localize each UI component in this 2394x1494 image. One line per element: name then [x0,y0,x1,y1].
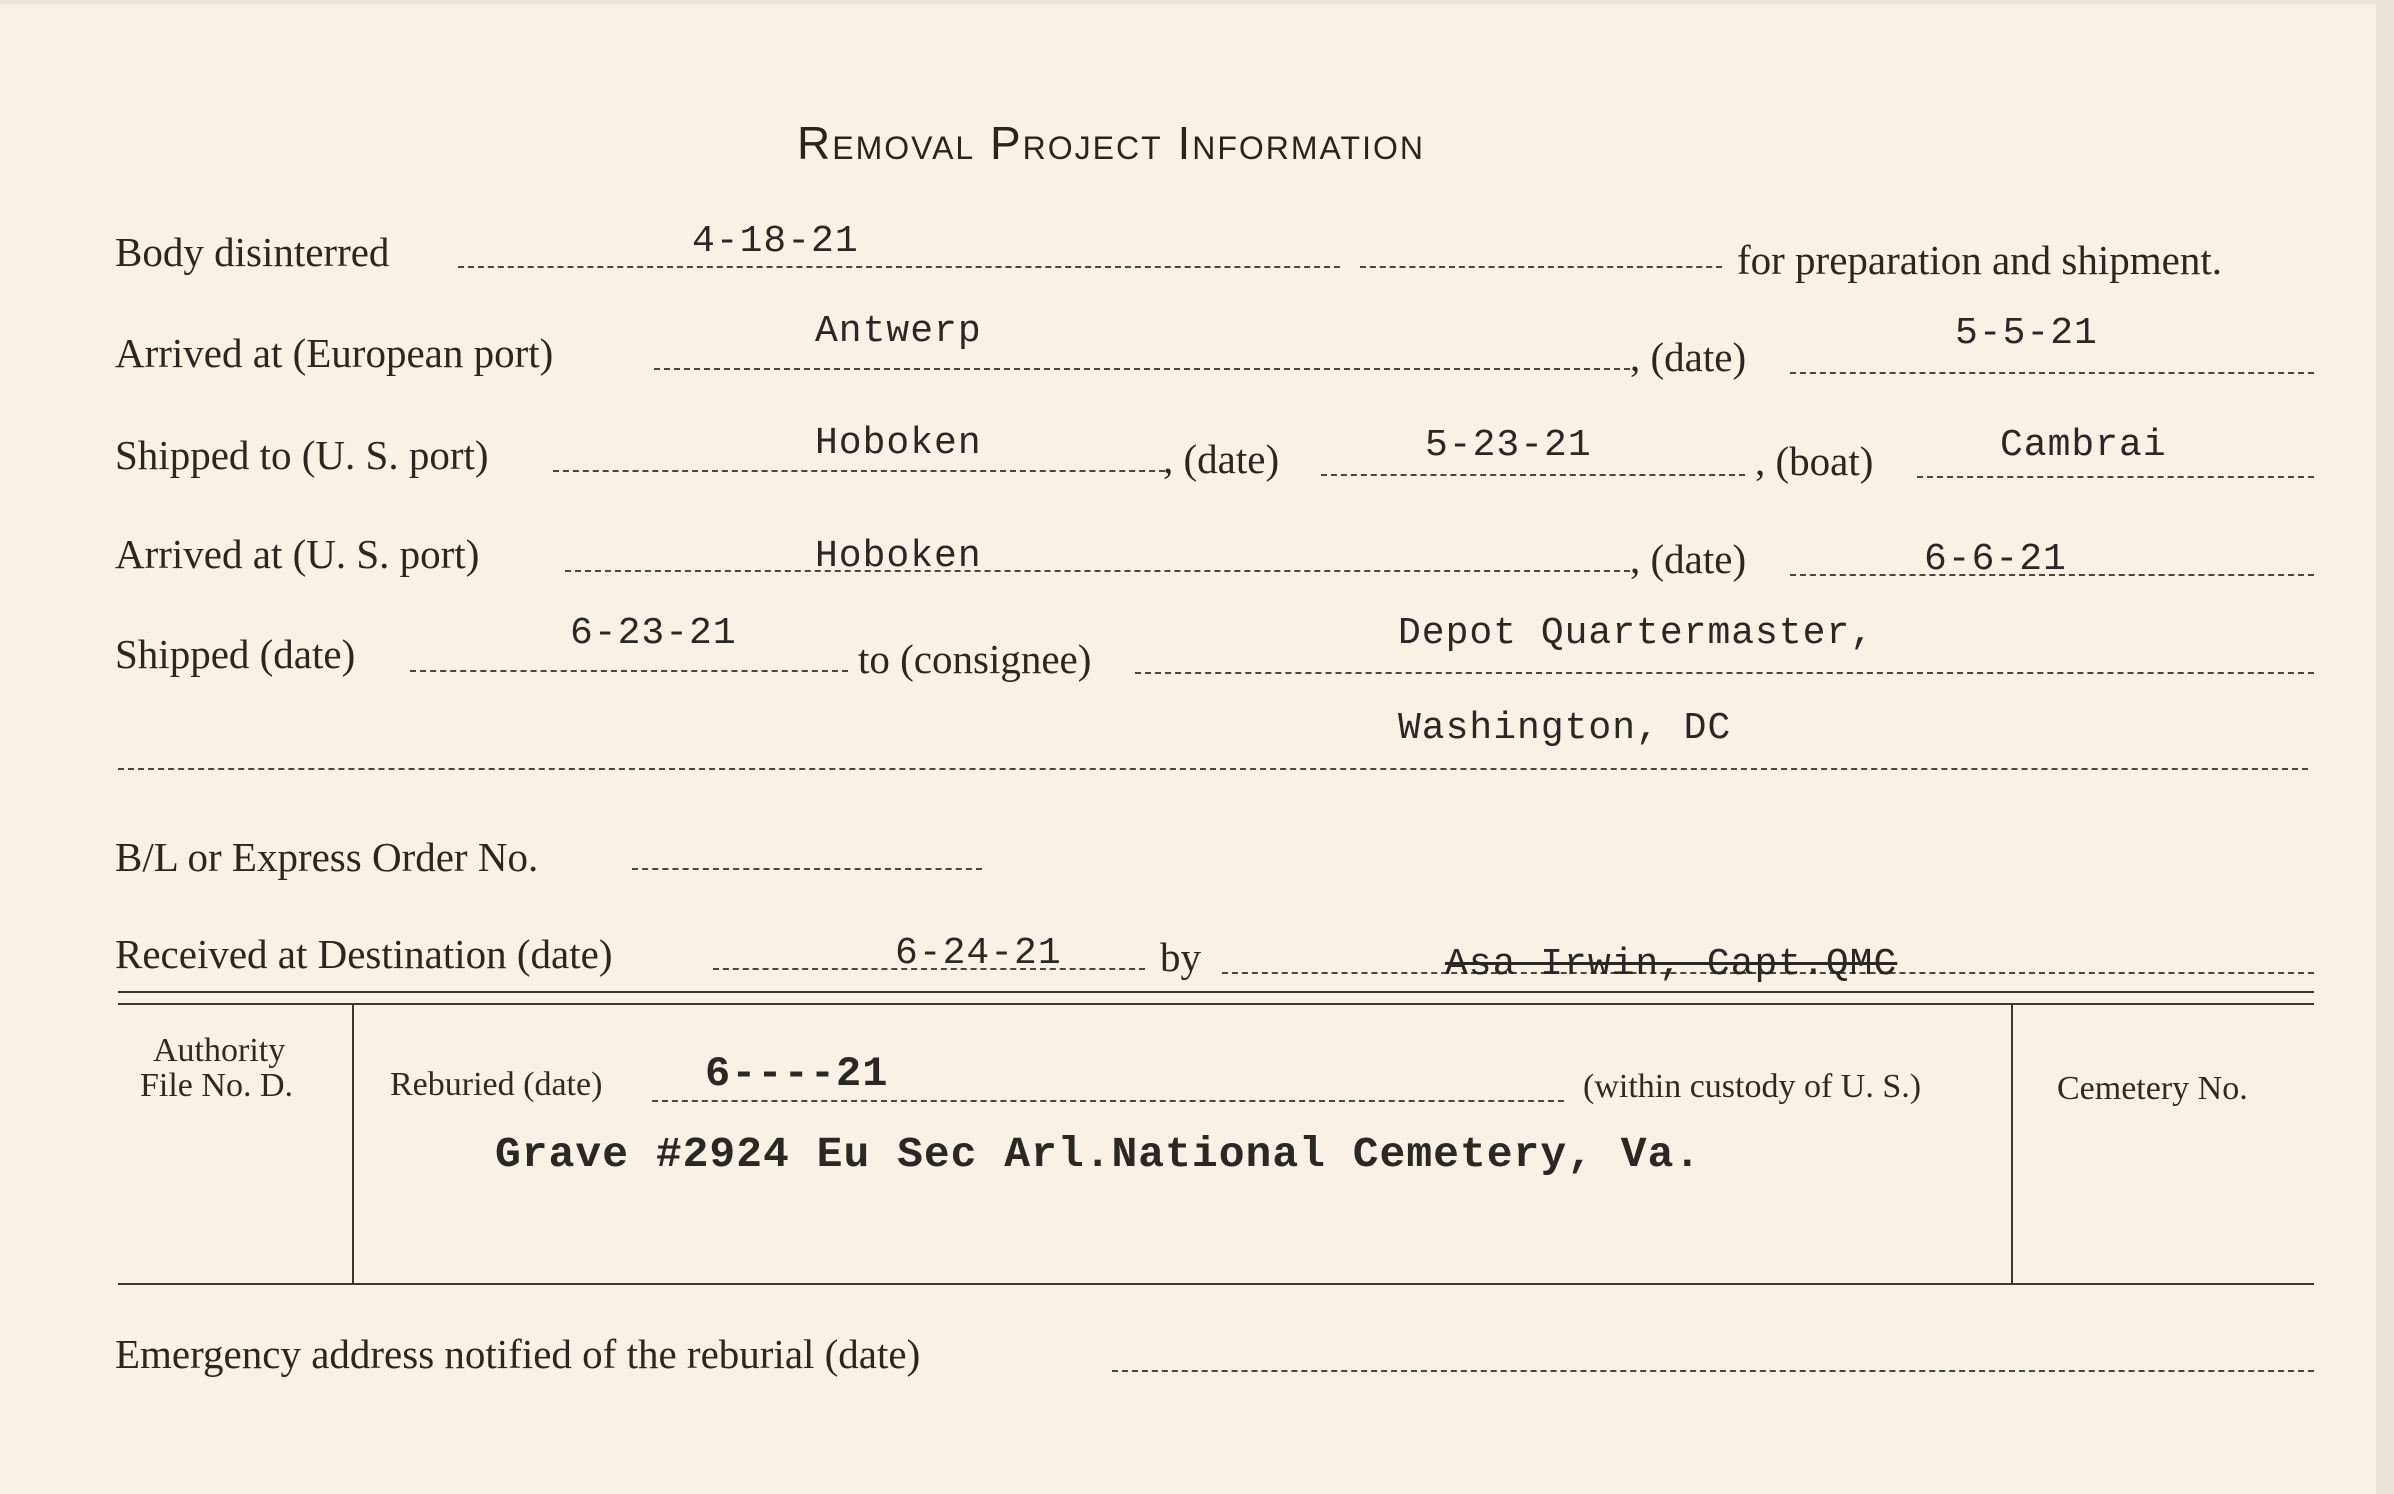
arrived-us-date-label: , (date) [1630,536,1747,582]
shipped-us-boat-line [1917,476,2314,478]
disinterred-line [458,266,1340,268]
arrived-european-label: Arrived at (European port) [115,330,554,376]
arrived-us-label: Arrived at (U. S. port) [115,531,480,577]
shipped-us-boat: Cambrai [2000,424,2167,467]
emergency-line [1112,1370,2314,1372]
shipped-us-date-label: , (date) [1163,436,1280,482]
disinterred-label: Body disinterred [115,229,390,275]
reburied-label: Reburied (date) [390,1066,603,1103]
shipped-us-label: Shipped to (U. S. port) [115,432,489,478]
arrived-european-date-label: , (date) [1630,334,1747,380]
arrived-european-line [654,368,1630,370]
authority-label-1: Authority [153,1032,286,1069]
emergency-label: Emergency address notified of the reburial (date) [115,1331,921,1377]
received-label: Received at Destination (date) [115,931,613,977]
bl-order-label: B/L or Express Order No. [115,834,539,880]
box-bottom-rule [118,1283,2314,1285]
shipped-us-boat-label: , (boat) [1755,438,1874,484]
bl-order-line [632,868,982,870]
shipped-date-label: Shipped (date) [115,631,356,677]
arrived-european-date-line [1790,372,2314,374]
received-by-label: by [1160,934,1201,980]
disinterred-value: 4-18-21 [692,220,859,263]
disinterred-line-2 [1360,266,1722,268]
box-top-rule-2 [118,1003,2314,1005]
box-top-rule-1 [118,991,2314,993]
box-divider-right [2011,1005,2013,1283]
shipped-us-line [553,470,1165,472]
consignee-line [1135,672,2314,674]
consignee-line-2: Washington, DC [1398,707,1732,750]
form-title: Removal Project Information [797,117,1425,169]
shipped-us-port: Hoboken [815,422,982,465]
disinterred-suffix: for preparation and shipment. [1737,237,2223,283]
reburied-date: 6----21 [705,1050,889,1098]
arrived-european-port: Antwerp [815,310,982,353]
arrived-european-date: 5-5-21 [1955,312,2098,355]
arrived-us-line [565,570,1630,572]
box-divider-left [352,1005,354,1283]
cemetery-no-label: Cemetery No. [2057,1070,2248,1107]
consignee-line-1: Depot Quartermaster, [1398,612,1875,655]
shipped-us-date-line [1321,474,1745,476]
consignee-label: to (consignee) [858,636,1092,682]
received-date: 6-24-21 [895,932,1062,975]
card-edge-right [2376,0,2394,1494]
reburied-line [652,1100,1564,1102]
arrived-us-date: 6-6-21 [1924,538,2067,581]
shipped-date-line [410,670,848,672]
card-edge-top [0,0,2394,4]
shipped-date: 6-23-21 [570,612,737,655]
authority-label-2: File No. D. [140,1067,293,1104]
arrived-us-port: Hoboken [815,535,982,578]
grave-location: Grave #2924 Eu Sec Arl.National Cemetery, Va. [495,1130,1702,1179]
custody-label: (within custody of U. S.) [1583,1068,1922,1105]
consignee-continuation-line [118,768,2308,770]
shipped-us-date: 5-23-21 [1425,424,1592,467]
received-by: Asa Irwin, Capt.QMC [1445,943,1898,986]
